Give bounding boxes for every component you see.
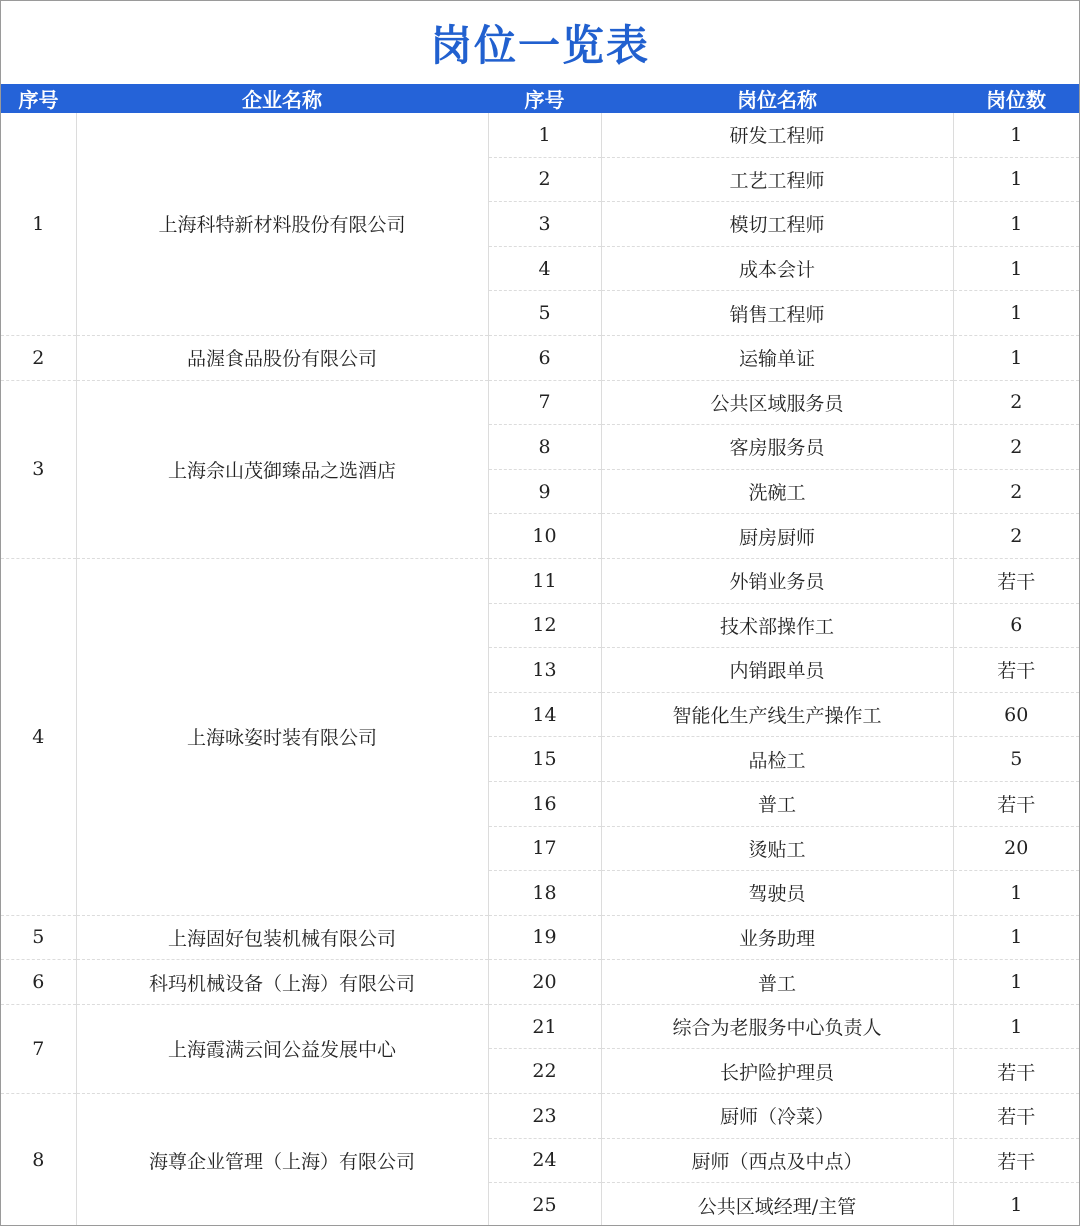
position-count-cell: 若干 xyxy=(953,1094,1079,1139)
position-no-cell: 21 xyxy=(488,1004,601,1049)
table-body xyxy=(1,113,1079,1226)
position-no-cell: 16 xyxy=(488,781,601,826)
company-name-cell: 上海霞满云间公益发展中心 xyxy=(76,1004,488,1093)
position-name-cell: 普工 xyxy=(601,781,953,826)
position-name-cell: 业务助理 xyxy=(601,915,953,960)
page-title: 岗位一览表 xyxy=(429,20,650,70)
position-no-cell: 7 xyxy=(488,380,601,425)
position-name-cell: 普工 xyxy=(601,960,953,1005)
position-no-cell: 5 xyxy=(488,291,601,336)
table-row xyxy=(1,1004,1079,1049)
header-row xyxy=(1,84,1079,113)
job-table xyxy=(1,84,1079,1226)
position-name-cell: 厨师（冷菜） xyxy=(601,1094,953,1139)
position-name-cell: 客房服务员 xyxy=(601,425,953,470)
table-row xyxy=(1,335,1079,380)
company-name-cell: 海尊企业管理（上海）有限公司 xyxy=(76,1094,488,1226)
position-count-cell: 1 xyxy=(953,246,1079,291)
header-position-count: 岗位数 xyxy=(953,84,1079,113)
company-no-cell: 6 xyxy=(1,960,76,1005)
position-count-cell: 1 xyxy=(953,335,1079,380)
position-count-cell: 1 xyxy=(953,915,1079,960)
company-no-cell: 1 xyxy=(1,113,76,335)
position-count-cell: 1 xyxy=(953,960,1079,1005)
position-count-cell: 若干 xyxy=(953,1049,1079,1094)
position-count-cell: 1 xyxy=(953,871,1079,916)
position-count-cell: 60 xyxy=(953,692,1079,737)
position-no-cell: 4 xyxy=(488,246,601,291)
position-count-cell: 1 xyxy=(953,1004,1079,1049)
position-no-cell: 13 xyxy=(488,648,601,693)
position-name-cell: 公共区域经理/主管 xyxy=(601,1183,953,1226)
company-name-cell: 上海科特新材料股份有限公司 xyxy=(76,113,488,335)
header-position-name: 岗位名称 xyxy=(601,84,953,113)
position-name-cell: 销售工程师 xyxy=(601,291,953,336)
header-company-no: 序号 xyxy=(1,84,76,113)
position-count-cell: 6 xyxy=(953,603,1079,648)
position-name-cell: 长护险护理员 xyxy=(601,1049,953,1094)
header-position-no: 序号 xyxy=(488,84,601,113)
table-row xyxy=(1,915,1079,960)
position-name-cell: 模切工程师 xyxy=(601,202,953,247)
position-no-cell: 23 xyxy=(488,1094,601,1139)
company-name-cell: 上海佘山茂御臻品之选酒店 xyxy=(76,380,488,558)
position-count-cell: 若干 xyxy=(953,648,1079,693)
position-no-cell: 17 xyxy=(488,826,601,871)
position-name-cell: 烫贴工 xyxy=(601,826,953,871)
position-name-cell: 综合为老服务中心负责人 xyxy=(601,1004,953,1049)
position-no-cell: 8 xyxy=(488,425,601,470)
position-name-cell: 外销业务员 xyxy=(601,558,953,603)
position-no-cell: 22 xyxy=(488,1049,601,1094)
table-row xyxy=(1,113,1079,157)
table-row xyxy=(1,558,1079,603)
position-no-cell: 6 xyxy=(488,335,601,380)
company-no-cell: 4 xyxy=(1,558,76,915)
position-count-cell: 2 xyxy=(953,469,1079,514)
company-name-cell: 上海固好包装机械有限公司 xyxy=(76,915,488,960)
position-name-cell: 厨师（西点及中点） xyxy=(601,1138,953,1183)
position-count-cell: 若干 xyxy=(953,558,1079,603)
company-name-cell: 上海咏姿时装有限公司 xyxy=(76,558,488,915)
position-count-cell: 20 xyxy=(953,826,1079,871)
position-no-cell: 20 xyxy=(488,960,601,1005)
position-no-cell: 25 xyxy=(488,1183,601,1226)
position-no-cell: 9 xyxy=(488,469,601,514)
position-count-cell: 1 xyxy=(953,113,1079,157)
position-name-cell: 洗碗工 xyxy=(601,469,953,514)
position-name-cell: 智能化生产线生产操作工 xyxy=(601,692,953,737)
position-no-cell: 14 xyxy=(488,692,601,737)
position-count-cell: 若干 xyxy=(953,781,1079,826)
company-no-cell: 7 xyxy=(1,1004,76,1093)
position-count-cell: 1 xyxy=(953,291,1079,336)
position-name-cell: 公共区域服务员 xyxy=(601,380,953,425)
position-no-cell: 19 xyxy=(488,915,601,960)
position-no-cell: 15 xyxy=(488,737,601,782)
position-name-cell: 内销跟单员 xyxy=(601,648,953,693)
position-no-cell: 18 xyxy=(488,871,601,916)
company-no-cell: 5 xyxy=(1,915,76,960)
position-no-cell: 3 xyxy=(488,202,601,247)
position-count-cell: 2 xyxy=(953,425,1079,470)
company-name-cell: 科玛机械设备（上海）有限公司 xyxy=(76,960,488,1005)
position-count-cell: 1 xyxy=(953,157,1079,202)
position-no-cell: 10 xyxy=(488,514,601,559)
position-count-cell: 2 xyxy=(953,514,1079,559)
position-no-cell: 12 xyxy=(488,603,601,648)
position-name-cell: 工艺工程师 xyxy=(601,157,953,202)
company-name-cell: 品渥食品股份有限公司 xyxy=(76,335,488,380)
position-name-cell: 运输单证 xyxy=(601,335,953,380)
table-row xyxy=(1,1094,1079,1139)
company-no-cell: 3 xyxy=(1,380,76,558)
table-row xyxy=(1,380,1079,425)
position-name-cell: 厨房厨师 xyxy=(601,514,953,559)
table-row xyxy=(1,960,1079,1005)
position-name-cell: 成本会计 xyxy=(601,246,953,291)
company-no-cell: 2 xyxy=(1,335,76,380)
position-count-cell: 1 xyxy=(1010,1194,1023,1217)
header-company-name: 企业名称 xyxy=(76,84,488,113)
position-name-cell: 技术部操作工 xyxy=(601,603,953,648)
position-name-cell: 驾驶员 xyxy=(601,871,953,916)
position-no-cell: 2 xyxy=(488,157,601,202)
position-no-cell: 1 xyxy=(488,113,601,157)
company-no-cell: 8 xyxy=(1,1094,76,1226)
position-name-cell: 研发工程师 xyxy=(601,113,953,157)
position-no-cell: 24 xyxy=(488,1138,601,1183)
position-name-cell: 品检工 xyxy=(601,737,953,782)
position-count-cell: 5 xyxy=(953,737,1079,782)
position-no-cell: 11 xyxy=(488,558,601,603)
position-count-cell: 2 xyxy=(953,380,1079,425)
position-count-cell: 若干 xyxy=(953,1138,1079,1183)
position-count-cell: 1 xyxy=(953,202,1079,247)
